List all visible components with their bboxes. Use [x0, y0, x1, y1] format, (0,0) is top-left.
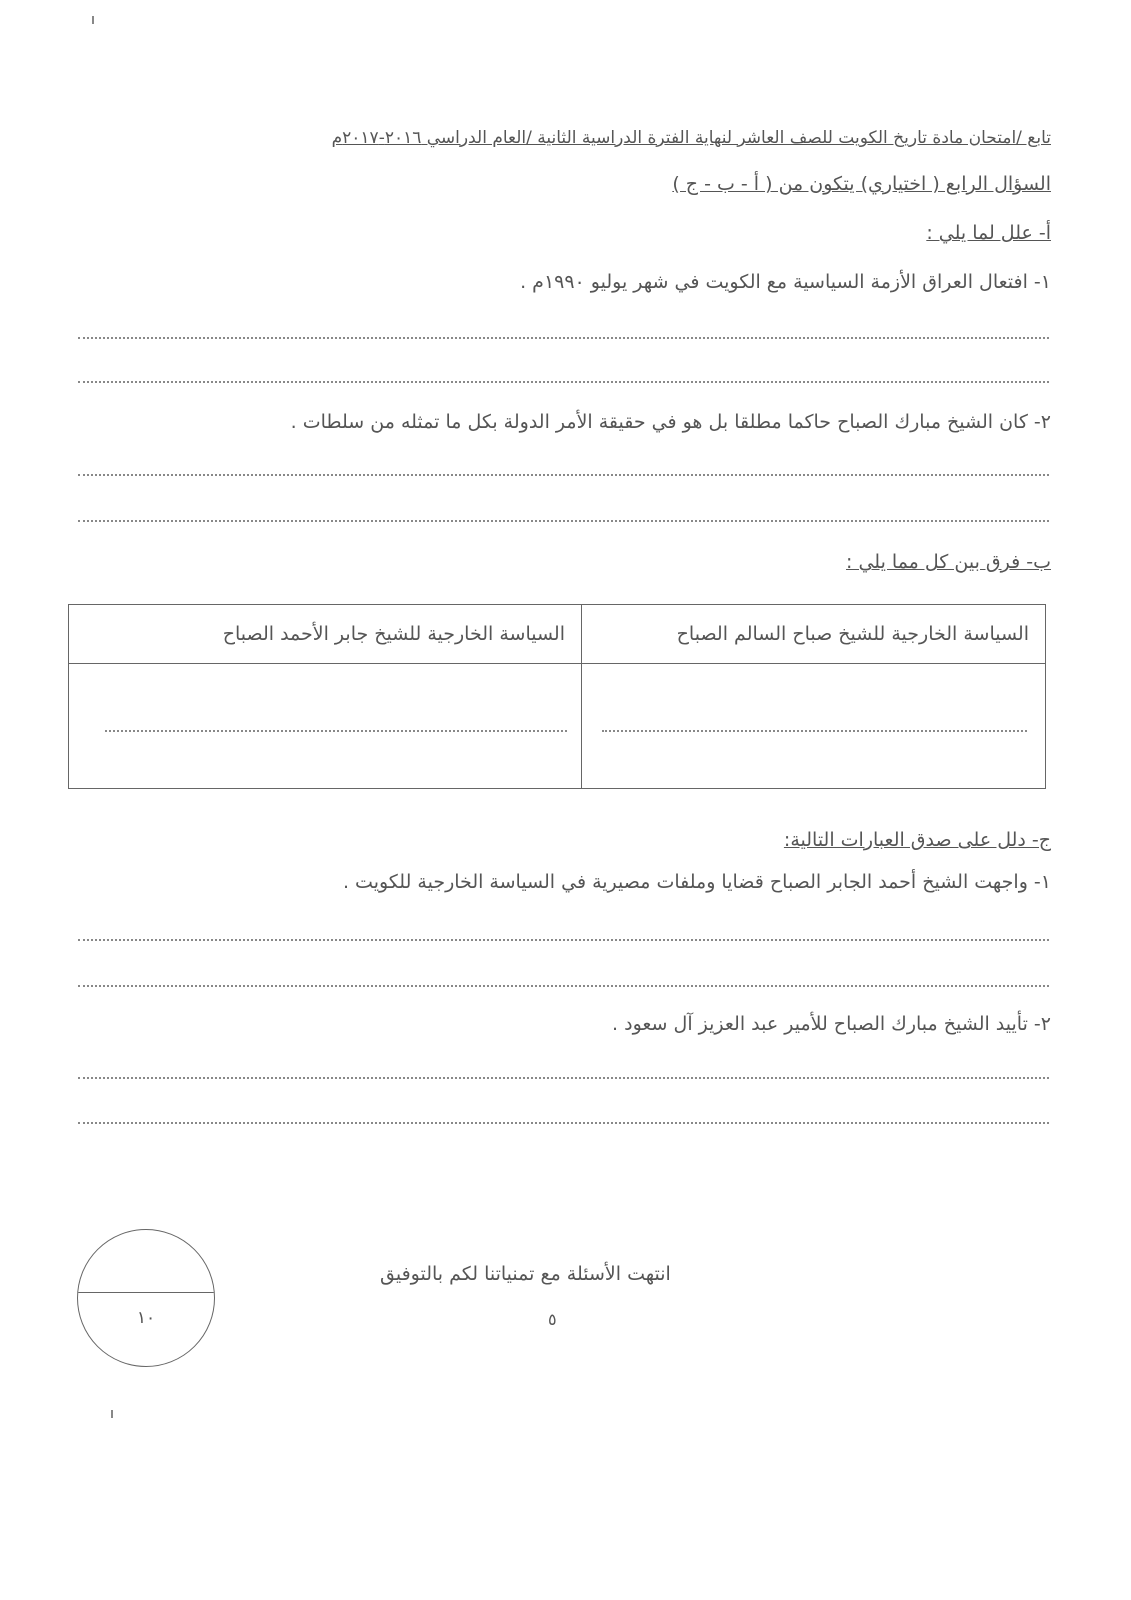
part-c-heading: ج- دلل على صدق العبارات التالية: [783, 829, 1051, 851]
score-total: ١٠ [136, 1308, 156, 1328]
scan-speck [111, 1410, 113, 1418]
answer-line [78, 520, 1049, 524]
answer-cell [69, 664, 582, 789]
column-header-sabah-salem: السياسة الخارجية للشيخ صباح السالم الصباح [582, 605, 1046, 664]
scan-speck [92, 16, 94, 24]
page-number: ٥ [548, 1310, 557, 1329]
part-a-heading: أ- علل لما يلي : [926, 222, 1051, 244]
answer-line [78, 1122, 1049, 1126]
column-header-jaber-ahmad: السياسة الخارجية للشيخ جابر الأحمد الصباح [69, 605, 582, 664]
answer-line [78, 1077, 1049, 1081]
answer-line [78, 474, 1049, 478]
part-a-item-2: ٢- كان الشيخ مبارك الصباح حاكما مطلقا بل هو في حقيقة الأمر الدولة بكل ما تمثله من سلطات . [290, 411, 1051, 433]
part-c-item-1: ١- واجهت الشيخ أحمد الجابر الصباح قضايا وملفات مصيرية في السياسة الخارجية للكويت . [342, 871, 1051, 893]
part-b-heading: ب- فرق بين كل مما يلي : [846, 551, 1051, 573]
answer-line [105, 730, 567, 734]
answer-line [78, 337, 1049, 341]
closing-message: انتهت الأسئلة مع تمنياتنا لكم بالتوفيق [380, 1263, 671, 1285]
answer-line [602, 730, 1027, 734]
part-a-item-1: ١- افتعال العراق الأزمة السياسية مع الكويت في شهر يوليو ١٩٩٠م . [520, 271, 1051, 293]
question-title: السؤال الرابع ( اختياري) يتكون من ( أ - ب - ج ) [672, 173, 1051, 195]
answer-line [78, 381, 1049, 385]
exam-header: تابع /امتحان مادة تاريخ الكويت للصف العاشر لنهاية الفترة الدراسية الثانية /العام الدراسي ٢٠١٦-٢٠١٧م [331, 128, 1051, 148]
score-circle [77, 1229, 215, 1367]
part-c-item-2: ٢- تأييد الشيخ مبارك الصباح للأمير عبد العزيز آل سعود . [612, 1013, 1051, 1035]
answer-cell [582, 664, 1046, 789]
score-divider [78, 1292, 214, 1293]
answer-line [78, 939, 1049, 943]
comparison-table [68, 604, 1046, 789]
answer-line [78, 985, 1049, 989]
